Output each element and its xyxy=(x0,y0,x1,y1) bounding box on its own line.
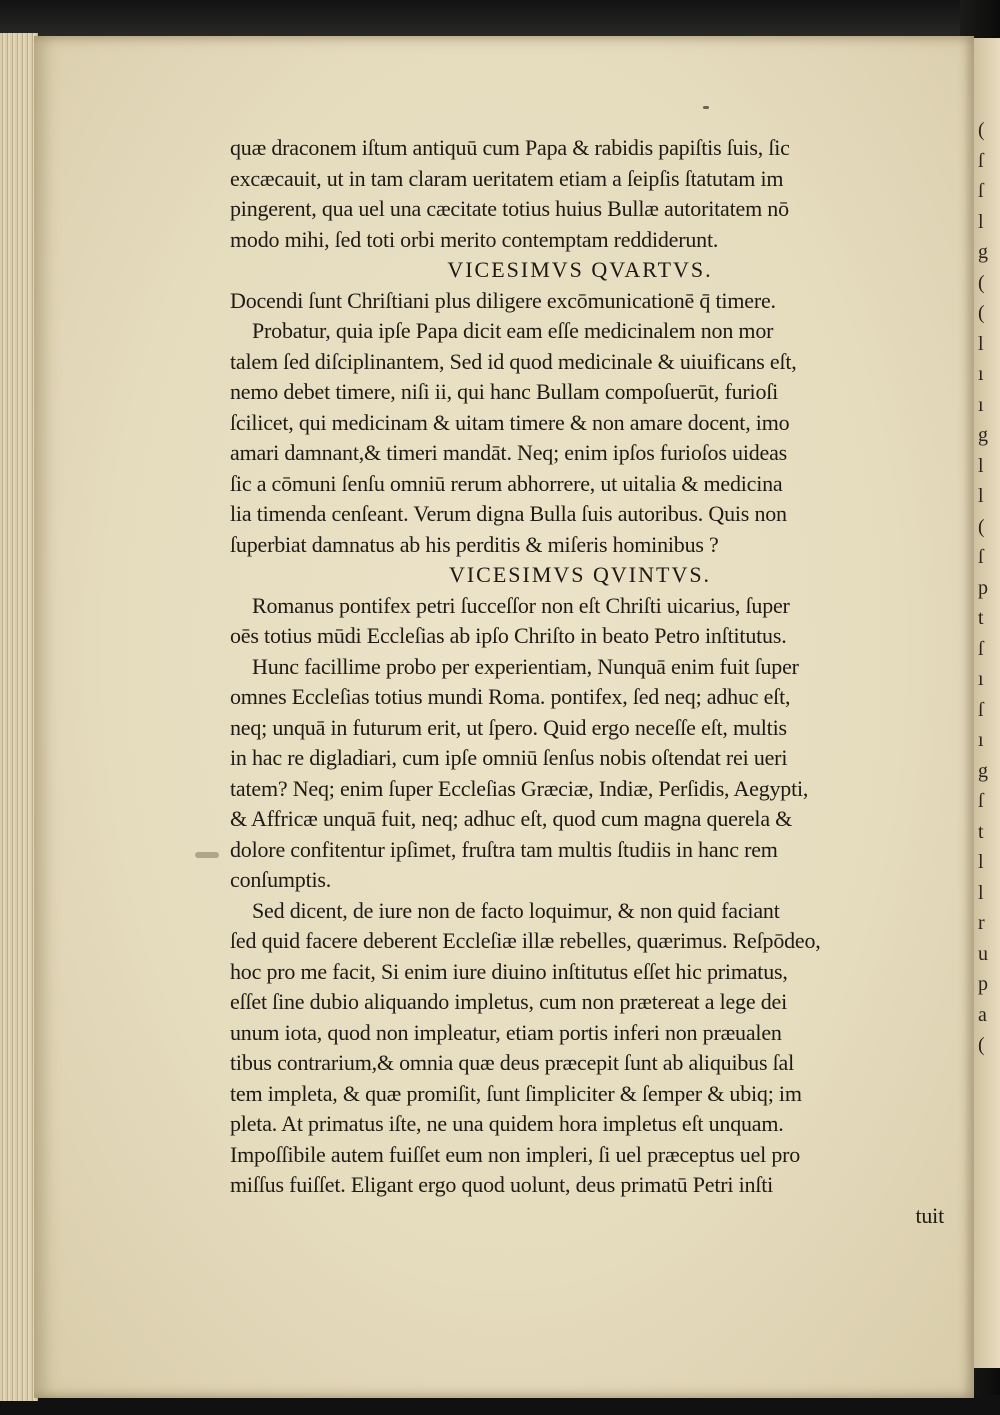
text-line: tem impleta, & quæ promiſit, ſunt ſimpliciter & ſemper & ubiq; im xyxy=(230,1080,802,1106)
section-heading: VICESIMVS QVARTVS. xyxy=(447,257,713,282)
text-line: ſcilicet, qui medicinam & uitam timere & non amare docent, imo xyxy=(230,409,790,435)
margin-fragment: l xyxy=(978,851,984,873)
text-line: ſuperbiat damnatus ab his perditis & miſeris hominibus ? xyxy=(230,531,719,557)
margin-fragment: ſ xyxy=(978,637,984,660)
margin-fragment: l xyxy=(978,454,984,477)
margin-fragment: ( xyxy=(978,515,985,538)
text-line: conſumptis. xyxy=(230,867,332,892)
text-line: hoc pro me facit, Si enim iure diuino inſtitutus eſſet hic primatus, xyxy=(230,958,788,984)
ink-blot xyxy=(703,106,709,109)
text-line: dolore confitentur ipſimet, fruſtra tam multis ſtudiis in hanc rem xyxy=(230,836,778,862)
margin-fragment: g xyxy=(978,424,988,446)
text-line: Probatur, quia ipſe Papa dicit eam eſſe medicinalem non mor xyxy=(252,318,774,343)
margin-fragment: ı xyxy=(978,363,984,385)
text-line: quæ draconem iſtum antiquū cum Papa & rabidis papiſtis ſuis, ſic xyxy=(230,135,790,160)
margin-fragment: t xyxy=(978,607,984,629)
margin-fragment: ı xyxy=(978,729,984,751)
margin-fragment: ſ xyxy=(978,790,984,812)
text-line: in hac re digladiari, cum ipſe omniū ſenſus nobis oſtendat rei ueri xyxy=(230,745,788,770)
text-line: eſſet ſine dubio aliquando impletus, cum non prætereat a lege dei xyxy=(230,989,788,1014)
text-line: tatem? Neq; enim ſuper Eccleſias Græciæ, Indiæ, Perſidis, Aegypti, xyxy=(230,775,809,801)
text-line: oēs totius mūdi Eccleſias ab ipſo Chriſto in beato Petro inſtitutus. xyxy=(230,623,787,648)
text-line: pingerent, qua uel una cæcitate totius huius Bullæ autoritatem nō xyxy=(230,196,789,221)
scanner-background-top xyxy=(0,0,1000,40)
text-line: & Affricæ unquā fuit, neq; adhuc eſt, quod cum magna querela & xyxy=(230,806,793,831)
margin-fragment: ſ xyxy=(978,149,984,172)
text-line: Hunc facillime probo per experientiam, Nunquā enim fuit ſuper xyxy=(252,653,799,679)
text-line: pleta. At primatus iſte, ne una quidem hora impletus eſt unquam. xyxy=(230,1111,784,1136)
margin-fragment: l xyxy=(978,210,984,233)
text-line: Impoſſibile autem fuiſſet eum non impleri, ſi uel præceptus uel pro xyxy=(230,1141,801,1167)
margin-fragment: ( xyxy=(978,302,985,324)
margin-fragment: p xyxy=(978,973,988,995)
margin-fragment: t xyxy=(978,820,984,843)
section-heading: VICESIMVS QVINTVS. xyxy=(448,562,712,587)
text-line: Docendi ſunt Chriſtiani plus diligere excōmunicationē q̄ timere. xyxy=(230,287,776,313)
text-line: omnes Eccleſias totius mundi Roma. pontifex, ſed neq; adhuc eſt, xyxy=(230,684,791,709)
margin-fragment: ſ xyxy=(978,698,984,721)
text-line: modo mihi, ſed toti orbi merito contemptam reddiderunt. xyxy=(230,226,719,252)
margin-fragment: r xyxy=(978,912,985,934)
text-line: Sed dicent, de iure non de facto loquimur, & non quid faciant xyxy=(252,897,780,923)
margin-fragment: u xyxy=(978,942,988,965)
text-line: miſſus fuiſſet. Eligant ergo quod uolunt, deus primatū Petri inſti xyxy=(230,1172,774,1197)
text-line: Romanus pontifex petri ſucceſſor non eſt Chriſti uicarius, ſuper xyxy=(252,592,790,618)
margin-fragment: g xyxy=(978,241,988,263)
margin-fragment: ı xyxy=(978,668,984,690)
scanner-background-bottom xyxy=(0,1395,1000,1415)
text-line: lia timenda cenſeant. Verum digna Bulla ſuis autoribus. Quis non xyxy=(230,501,787,526)
ink-stain xyxy=(195,852,219,858)
margin-fragment: ( xyxy=(978,271,985,294)
page-stack-edge xyxy=(0,33,38,1401)
text-line: ſic a cōmuni ſenſu omniū rerum abhorrere, ut uitalia & medicina xyxy=(230,470,783,496)
text-line: neq; unquā in futurum erit, ut ſpero. Quid ergo neceſſe eſt, multis xyxy=(230,714,787,740)
margin-fragment: ( xyxy=(978,1034,985,1056)
margin-fragment: ( xyxy=(978,119,985,141)
margin-fragment: p xyxy=(978,576,988,599)
text-line: talem ſed diſciplinantem, Sed id quod medicinale & uiuificans eſt, xyxy=(230,348,797,374)
margin-fragment: ſ xyxy=(978,546,984,568)
margin-fragment: l xyxy=(978,485,984,507)
page-text-block xyxy=(230,133,960,1231)
catchword: tuit xyxy=(915,1202,944,1228)
text-line: tibus contrarium,& omnia quæ deus præcepit ſunt ab aliquibus ſal xyxy=(230,1050,795,1075)
margin-fragment: a xyxy=(978,1003,987,1026)
margin-fragment: g xyxy=(978,759,988,782)
margin-fragment: ſ xyxy=(978,180,984,202)
text-line: ſed quid facere deberent Eccleſiæ illæ rebelles, quærimus. Reſpōdeo, xyxy=(230,928,821,953)
text-line: excæcauit, ut in tam claram ueritatem etiam a ſeipſis ſtatutam im xyxy=(230,165,784,191)
text-line: amari damnant,& timeri mandāt. Neq; enim ipſos furioſos uideas xyxy=(230,440,788,465)
margin-fragment: l xyxy=(978,332,984,355)
text-line: nemo debet timere, niſi ii, qui hanc Bullam compoſuerūt, furioſi xyxy=(230,379,779,404)
text-line: unum iota, quod non impleatur, etiam portis inferi non præualen xyxy=(230,1019,782,1045)
margin-fragment: ı xyxy=(978,393,984,416)
margin-fragment: l xyxy=(978,881,984,904)
